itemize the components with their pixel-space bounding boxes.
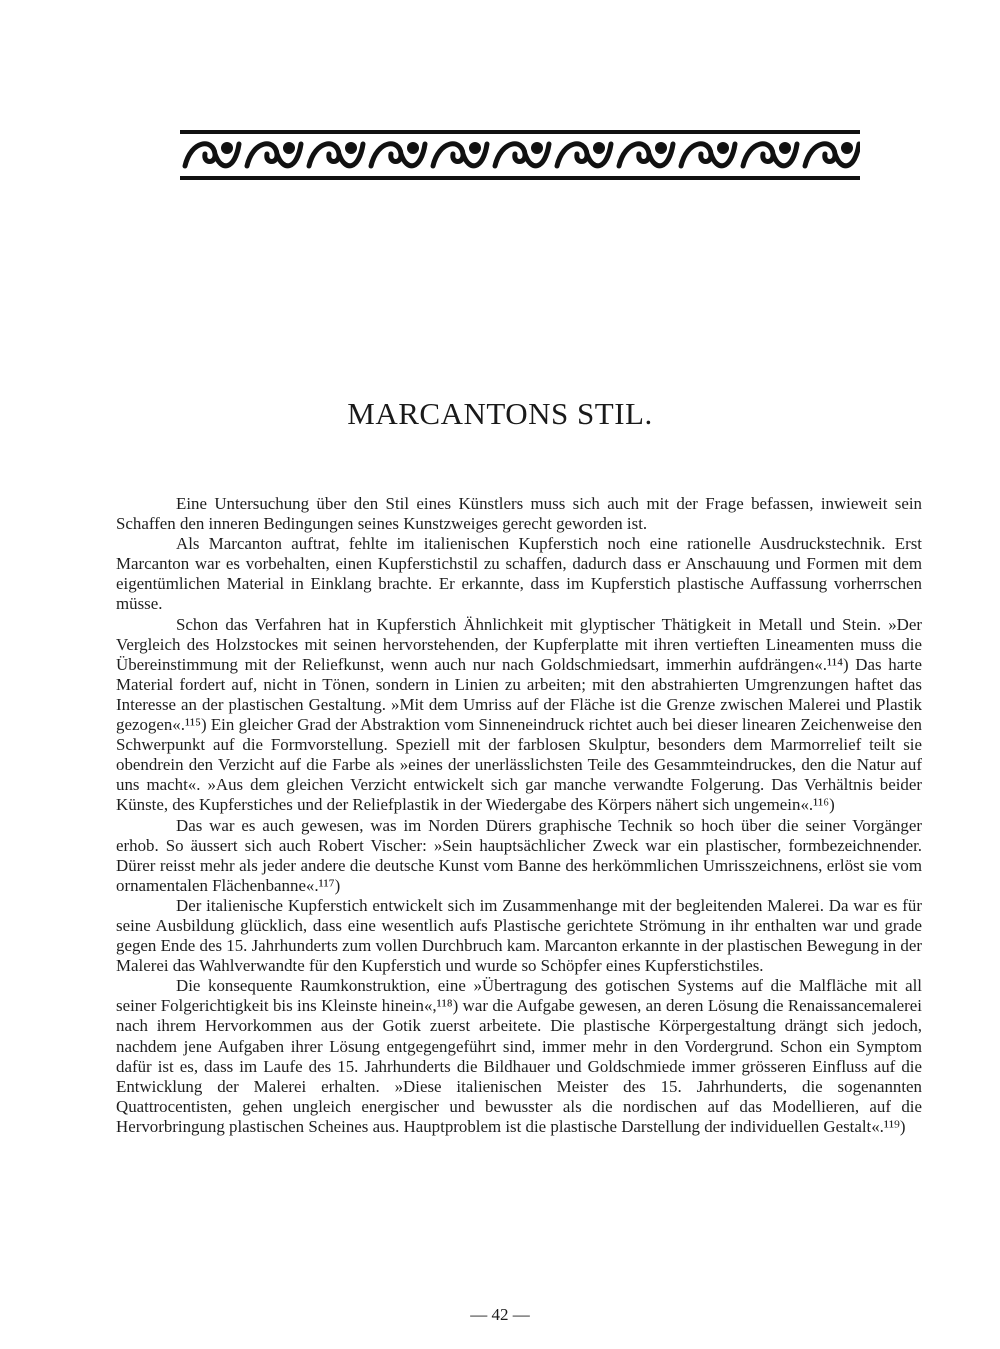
body-text xyxy=(116,494,922,1137)
paragraph: Schon das Verfahren hat in Kupferstich Ähnlichkeit mit glyptischer Thätigkeit in Metall und Stein. »Der Vergleich des Holzstockes mit seinen hervorstehenden, der Kupferplatte mit ihren vertieften Lineamenten muss die Übereinstimmung mit der Reliefkunst, wenn auch nur nach Goldschmiedsart, immerhin aufdrängen«.¹¹⁴) Das harte Material fordert auf, nicht in Tönen, sondern in Linien zu arbeiten; mit den abstrahierten Umgrenzungen haftet das Interesse an der plastischen Gestaltung. »Mit dem Umriss auf der Fläche ist die Grenze zwischen Malerei und Plastik gezogen«.¹¹⁵) Ein gleicher Grad der Abstraktion vom Sinneneindruck richtet auch bei dieser linearen Zeichenweise den Schwerpunkt auf die Formvorstellung. Speziell mit der farblosen Skulptur, besonders dem Marmorrelief teilt sie obendrein den Verzicht auf die Farbe als »eines der unerlässlichsten Teile des Gesammteindruckes, den die Natur auf uns macht«. »Aus dem gleichen Verzicht entwickelt sich gar manche verwandte Folgerung. Das Verhältnis beider Künste, des Kupferstiches und der Reliefplastik in der Wiedergabe des Körpers nähert sich ungemein«.¹¹⁶) xyxy=(116,614,922,815)
paragraph: Das war es auch gewesen, was im Norden Dürers graphische Technik so hoch über die seiner Vorgänger erhob. So äussert sich auch Robert Vischer: »Sein hauptsächlicher Zweck war ein plastischer, formbezeichnender. Dürer reisst mehr als jeder andere die deutsche Kunst vom Banne des herkömmlichen Umrisszeichnens, erlöst sie vom ornamentalen Flächenbanne«.¹¹⁷) xyxy=(116,815,922,895)
chapter-title: MARCANTONS STIL. xyxy=(347,396,653,431)
page-number: — 42 — xyxy=(470,1305,530,1324)
paragraph: Eine Untersuchung über den Stil eines Künstlers muss sich auch mit der Frage befassen, inwieweit sein Schaffen den inneren Bedingungen seines Kunstzweiges gerecht geworden ist. xyxy=(116,494,922,534)
paragraph: Die konsequente Raumkonstruktion, eine »Übertragung des gotischen Systems auf die Malfläche mit all seiner Folgerichtigkeit bis ins Kleinste hinein«,¹¹⁸) war die Aufgabe gewesen, an deren Lösung die Renaissancemalerei nach ihrem Hervorkommen aus der Gotik zuerst arbeitete. Die plastische Körpergestaltung drängt sich jedoch, nachdem jene Aufgaben ihrer Lösung entgegengeführt sind, immer mehr in den Vordergrund. Schon ein Symptom dafür ist es, dass im Laufe des 15. Jahrhunderts die Bildhauer und Goldschmiede immer grösseren Einfluss auf die Entwicklung der Malerei erhalten. »Diese italienischen Meister des 15. Jahrhunderts, die sogenannten Quattrocentisten, gehen ungleich energischer und bewusster als die nordischen auf das Modellieren, auf die Hervorbringung plastischen Scheines aus. Hauptproblem ist die plastische Darstellung der individuellen Gestalt«.¹¹⁹) xyxy=(116,976,922,1136)
vine-scroll-ornament-icon xyxy=(180,126,860,184)
paragraph: Als Marcanton auftrat, fehlte im italienischen Kupferstich noch eine rationelle Ausdruckstechnik. Erst Marcanton war es vorbehalten, einen Kupferstichstil zu schaffen, dadurch dass er Anschauung und Formen mit dem eigentümlichen Material in Einklang brachte. Er erkannte, dass im Kupferstich plastische Auffassung vorherrschen müsse. xyxy=(116,534,922,614)
paragraph: Der italienische Kupferstich entwickelt sich im Zusammenhange mit der begleitenden Malerei. Da war es für seine Ausbildung glücklich, dass eine wesentlich aufs Plastische gerichtete Strömung in ihr enthalten war und grade gegen Ende des 15. Jahrhunderts zum vollen Durchbruch kam. Marcanton erkannte in der plastischen Bewegung in der Malerei das Wahlverwandte für den Kupferstich und wurde so Schöpfer eines Kupferstichstiles. xyxy=(116,895,922,976)
